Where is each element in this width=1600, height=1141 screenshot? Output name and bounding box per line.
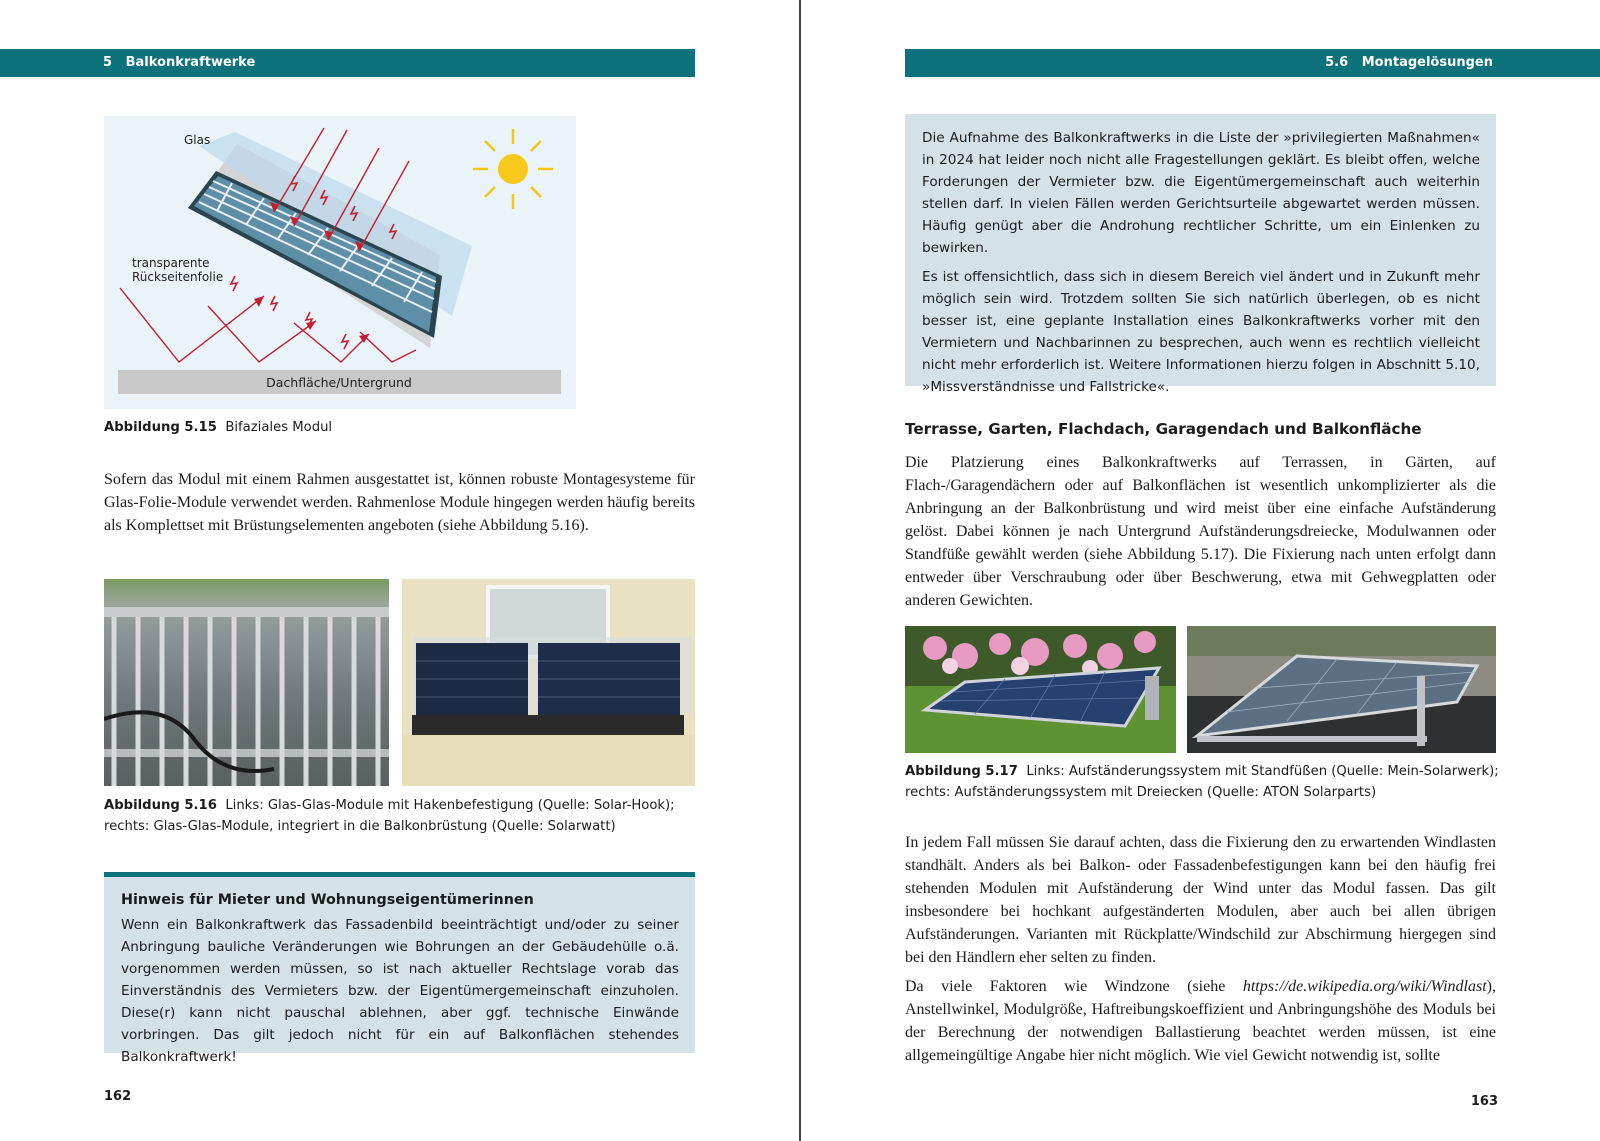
- photo-glass-modules-hook-mount: [104, 579, 389, 786]
- diagram-svg: [104, 116, 576, 409]
- info-box-paragraph-1: Die Aufnahme des Balkonkraftwerks in die Liste der »privilegierten Maßnahmen« in 2024 hat leider noch nicht alle Fragestellungen geklärt. Es bleibt offen, welche Forderungen der Vermieter bzw. die Eigentümergemeinschaft auch weiterhin stellen darf. In vielen Fällen werden Gerichtsurteile abgewartet werden müssen. Häufig genügt aber die Androhung rechtlicher Schritte, um ein Einlenken zu bewirken.: [922, 130, 1480, 256]
- body-paragraph: Sofern das Modul mit einem Rahmen ausgestattet ist, können robuste Montagesysteme für Glas-Folie-Module verwendet werden. Rahmenlose Module hingegen werden häufig bereits als Komplettset mit Brüstungselementen angeboten (siehe Abbildung 5.16).: [104, 471, 695, 534]
- paragraph-3-end: ), Anstellwinkel, Modulgröße, Haftreibungskoeffizient und Anbringungshöhe des Moduls bei der Berechnung der notwendigen Ballastierung beachtet werden müssen, ist eine allgemeingültige Angabe hier nicht möglich. Wie viel Gewicht notwendig ist, sollte: [905, 978, 1496, 1064]
- sun-icon: [473, 129, 553, 209]
- info-box-paragraph-2: Es ist offensichtlich, dass sich in diesem Bereich viel ändert und in Zukunft mehr möglich sein wird. Trotzdem sollten Sie sich natürlich überlegen, ob es nicht besser ist, eine geplante Installation eines Balkonkraftwerks vorher mit den Vermietern und Nachbarinnen zu besprechen, auch wenn es rechtlich vielleicht nicht mehr erforderlich ist. Weitere Informationen hierzu folgen in Abschnitt 5.10, »Missverständnisse und Fallstricke«.: [922, 269, 1480, 395]
- photo-glass-modules-balcony-integrated: [402, 579, 695, 786]
- caption-line-2: rechts: Glas-Glas-Module, integriert in die Balkonbrüstung (Quelle: Solarwatt): [104, 818, 616, 834]
- photo-mounting-system-feet: [905, 626, 1176, 753]
- caption-line-2: rechts: Aufständerungssystem mit Dreiecken (Quelle: ATON Solarparts): [905, 784, 1377, 800]
- running-header-left: [0, 49, 695, 77]
- subheading: Terrasse, Garten, Flachdach, Garagendach und Balkonfläche: [905, 420, 1422, 438]
- info-box-privileged-measures: [905, 114, 1496, 395]
- bifacial-module-diagram: [104, 116, 576, 409]
- caption-text: Bifaziales Modul: [225, 420, 333, 435]
- caption-number: Abbildung 5.16: [104, 798, 217, 813]
- chapter-title: 5 Balkonkraftwerke: [103, 55, 256, 70]
- section-title: 5.6 Montagelösungen: [1325, 55, 1493, 70]
- page-number-right: 163: [1470, 1094, 1498, 1109]
- figure-caption-5-15: [104, 418, 684, 439]
- foil-label-line1: transparente: [132, 256, 210, 270]
- page-number-left: 162: [104, 1089, 132, 1104]
- body-paragraph-3: [905, 975, 1496, 1067]
- caption-number: Abbildung 5.15: [104, 420, 217, 435]
- body-paragraph-1: Die Platzierung eines Balkonkraftwerks auf Terrassen, in Gärten, auf Flach-/Garagendächern oder auf Balkonflächen ist wesentlich unkomplizierter als die Anbringung an der Balkonbrüstung und wird meist über eine einfache Aufständerung gelöst. Dabei können je nach Untergrund Aufständerungsdreiecke, Modulwannen oder Standfüße gewählt werden (siehe Abbildung 5.17). Die Fixierung nach unten erfolgt dann entweder über Verschraubung oder über Beschwerung, etwa mit Gehwegplatten oder anderen Gewichten.: [905, 454, 1496, 609]
- paragraph-3-start: Da viele Faktoren wie Windzone (siehe: [905, 978, 1243, 995]
- book-spine: [799, 0, 801, 1141]
- caption-line-1: Links: Glas-Glas-Module mit Hakenbefestigung (Quelle: Solar-Hook);: [225, 798, 675, 813]
- note-text: Wenn ein Balkonkraftwerk das Fassadenbild beeinträchtigt und/oder zu seiner Anbringung bauliche Veränderungen wie Bohrungen an der Gebäudehülle o.ä. vorgenommen werden müssen, so ist nach aktueller Rechtslage vorab das Einverständnis des Vermieters bzw. der Eigentümergemeinschaft einzuholen. Diese(r) kann nicht pauschal ablehnen, aber ggf. technische Einwände vorbringen. Das gilt jedoch nicht für ein auf Balkonflächen stehendes Balkonkraftwerk!: [121, 917, 679, 1065]
- foil-label-line2: Rückseitenfolie: [132, 270, 224, 284]
- body-paragraph-2: In jedem Fall müssen Sie darauf achten, dass die Fixierung den zu erwartenden Windlasten standhält. Anders als bei Balkon- oder Fassadenbefestigungen kann bei den häufig frei stehenden Modulen mit Aufständerung der Wind unter das Modul fassen. Das gilt insbesondere bei hochkant aufgeständerten Modulen, aber auch bei allen übrigen Aufständerungen. Varianten mit Rückplatte/Windschild zur Abschirmung hiergegen sind bei den Händlern eher selten zu finden.: [905, 834, 1496, 966]
- ground-label: Dachfläche/Untergrund: [266, 375, 412, 390]
- glass-label: Glas: [184, 133, 211, 147]
- figure-caption-5-16: [104, 796, 694, 837]
- running-header-right: [905, 49, 1600, 77]
- figure-caption-5-17: [905, 762, 1500, 803]
- note-box-tenants: [104, 872, 695, 1065]
- photo-mounting-system-triangles: [1187, 626, 1496, 753]
- note-title: Hinweis für Mieter und Wohnungseigentümerinnen: [121, 892, 534, 908]
- caption-number: Abbildung 5.17: [905, 764, 1018, 779]
- windlast-link[interactable]: https://de.wikipedia.org/wiki/Windlast: [1242, 978, 1487, 995]
- caption-line-1: Links: Aufständerungssystem mit Standfüßen (Quelle: Mein-Solarwerk);: [1026, 764, 1499, 779]
